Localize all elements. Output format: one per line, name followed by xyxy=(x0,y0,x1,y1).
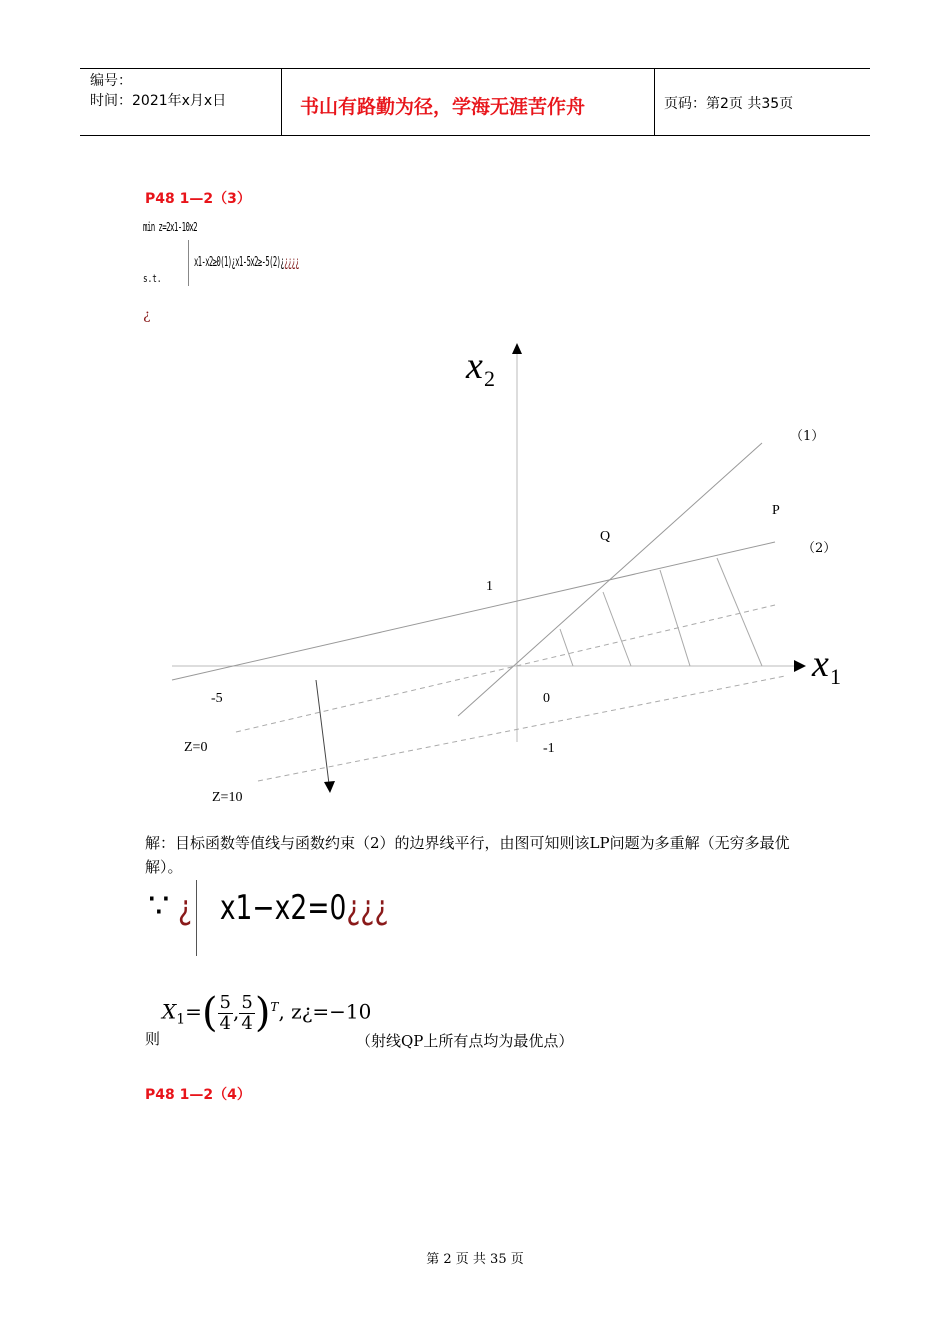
denominator: 4 xyxy=(241,1012,253,1034)
point-p-label: P xyxy=(772,503,780,518)
feasible-hatch xyxy=(717,558,762,666)
x-star-subscript: 1 xyxy=(176,1011,186,1028)
feasible-hatch xyxy=(660,570,690,666)
denominator: 4 xyxy=(219,1012,231,1034)
garbled-char: ¿ xyxy=(143,307,151,323)
because-symbol: ∵ xyxy=(148,886,170,926)
objective-line-z10 xyxy=(258,676,785,781)
optimal-note: （射线QP上所有点均为最优点） xyxy=(356,1032,574,1050)
constraint-line-2 xyxy=(172,542,775,680)
fraction xyxy=(218,993,233,1034)
header-motto: 书山有路勤为径，学海无涯苦作舟 xyxy=(300,96,586,118)
header-code-label: 编号： xyxy=(90,73,132,89)
x-axis-subscript: 1 xyxy=(830,664,841,689)
equation-garble: ¿ xyxy=(178,888,193,928)
line-1-label: （1） xyxy=(790,429,825,444)
feasible-hatch xyxy=(560,629,573,666)
objective-line-z0 xyxy=(236,605,775,732)
equation xyxy=(178,888,389,928)
header-page-number: 页码：第2页 共35页 xyxy=(664,96,794,112)
numerator: 5 xyxy=(241,991,253,1013)
constraints-text: x1-x2≥0(1)¿x1-5x2≥-5(2)¿ xyxy=(194,255,285,270)
page-footer: 第 2 页 共 35 页 xyxy=(426,1252,524,1267)
tick-label: 1 xyxy=(486,579,493,594)
tick-label: -5 xyxy=(211,691,223,706)
tick-label: -1 xyxy=(543,741,555,756)
equation-body: x1−x2=0 xyxy=(219,888,347,928)
constraints-garble: ¿¿¿¿ xyxy=(284,255,300,270)
problem-title: P48 1—2（4） xyxy=(145,1087,251,1103)
descent-arrow-icon xyxy=(324,781,335,793)
z0-label: Z=0 xyxy=(184,740,208,755)
x-axis-label: x xyxy=(812,643,829,685)
x-axis-arrow-icon xyxy=(794,660,806,672)
solution-explanation: 解：目标函数等值线与函数约束（2）的边界线平行，由图可知则该LP问题为多重解（无穷多最优解）。 xyxy=(145,834,790,876)
y-axis-subscript: 2 xyxy=(484,366,495,391)
point-q-label: Q xyxy=(600,529,611,544)
line-2-label: （2） xyxy=(802,541,837,556)
z10-label: Z=10 xyxy=(212,790,243,805)
problem-title: P48 1—2（3） xyxy=(145,191,251,207)
tick-label: 0 xyxy=(543,691,550,706)
optimal-solution: $X_1=$( $\frac{5}{4}$ , $\frac{5}{4}$ )$^T$, z¿=−10 xyxy=(162,990,372,1036)
objective-function: min z=2x1-10x2 xyxy=(143,220,198,234)
header-date: 时间：2021年x月x日 xyxy=(90,93,227,109)
y-axis-label: x xyxy=(466,345,483,387)
x-star-symbol: X xyxy=(162,999,177,1024)
then-label: 则 xyxy=(145,1030,161,1048)
equation-garble-tail: ¿¿¿ xyxy=(346,888,389,928)
transpose-marker: T xyxy=(270,999,279,1014)
z-value: , z¿=−10 xyxy=(278,999,372,1024)
y-axis-arrow-icon xyxy=(512,343,522,354)
numerator: 5 xyxy=(219,991,231,1013)
feasible-hatch xyxy=(603,592,631,666)
subject-to-label: s.t. xyxy=(143,272,162,285)
fraction xyxy=(239,993,254,1034)
